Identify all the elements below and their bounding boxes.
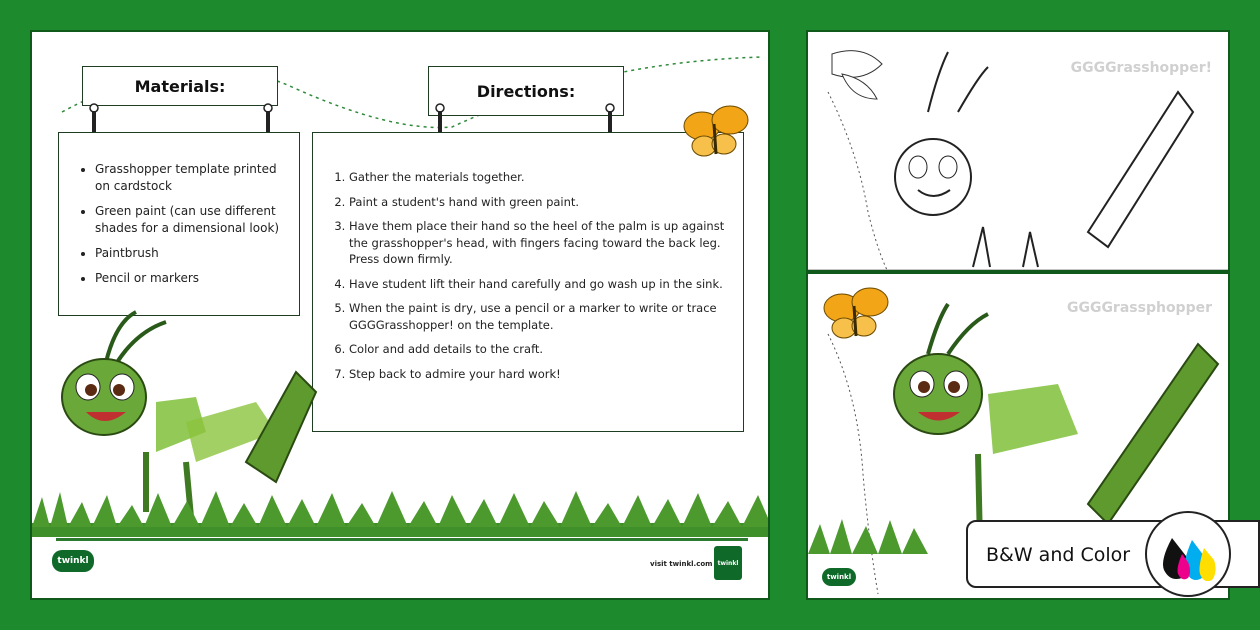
materials-heading: Materials: <box>134 76 226 96</box>
bw-page-title: GGGGrasshopper! <box>1070 60 1212 76</box>
butterfly-icon <box>682 104 752 164</box>
directions-panel <box>312 132 744 432</box>
bw-grasshopper-outline <box>808 32 1230 272</box>
list-item: 3. Have them place their hand so the heel of the palm is up against the grasshopper's head, with fingers facing toward the back leg. Press down firmly. <box>349 218 729 268</box>
grass-strip <box>32 487 770 537</box>
color-page-title: GGGGrassphopper <box>1066 300 1212 316</box>
materials-heading-card <box>82 66 278 106</box>
materials-panel <box>58 132 300 316</box>
materials-list <box>59 133 299 287</box>
bw-and-color-text: B&W and Color <box>986 544 1131 566</box>
footer-divider <box>56 538 748 541</box>
directions-heading: Directions: <box>476 81 576 101</box>
footer-url: visit twinkl.com <box>650 560 713 568</box>
list-item: 1. Gather the materials together. <box>349 169 729 186</box>
ink-drops-icon <box>1142 508 1234 600</box>
list-item: • Grasshopper template printed on cardstock <box>95 161 287 195</box>
main-instructions-page <box>30 30 770 600</box>
bw-preview-page <box>806 30 1230 272</box>
color-twinkl-logo: twinkl <box>822 568 856 586</box>
directions-list <box>313 133 743 382</box>
list-item: • Green paint (can use different shades for a dimensional look) <box>95 203 287 237</box>
list-item: 6. Color and add details to the craft. <box>349 341 729 358</box>
list-item: 4. Have student lift their hand carefully and go wash up in the sink. <box>349 276 729 293</box>
list-item: • Paintbrush <box>95 245 287 262</box>
quality-badge: twinkl <box>714 546 742 580</box>
list-item: 5. When the paint is dry, use a pencil or a marker to write or trace GGGGrasshopper! on the template. <box>349 300 729 333</box>
twinkl-logo: twinkl <box>52 550 94 572</box>
list-item: 2. Paint a student's hand with green paint. <box>349 194 729 211</box>
list-item: 7. Step back to admire your hard work! <box>349 366 729 383</box>
bw-and-color-label <box>966 520 1260 588</box>
list-item: • Pencil or markers <box>95 270 287 287</box>
